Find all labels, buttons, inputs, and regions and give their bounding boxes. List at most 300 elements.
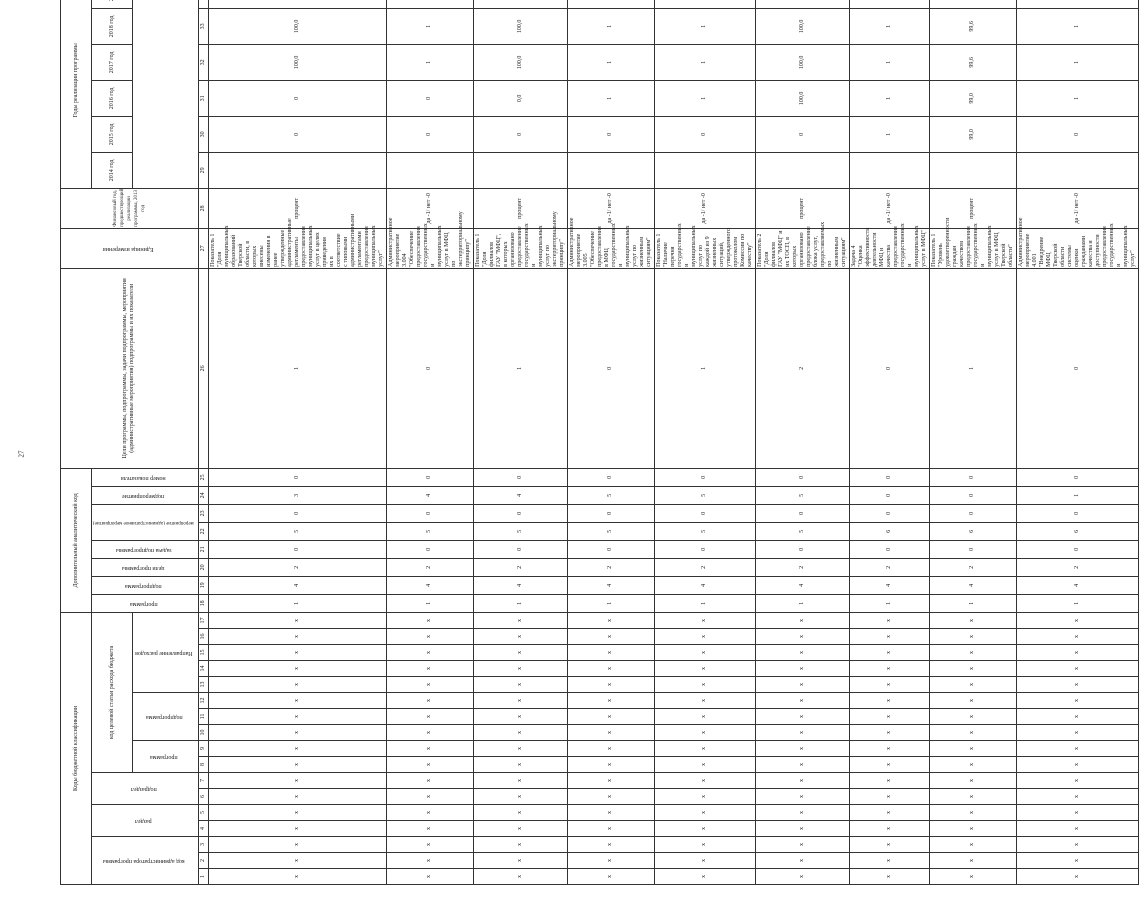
analytic-code-cell: 4: [849, 576, 929, 594]
budget-code-cell: x: [208, 773, 386, 789]
year-value-cell: [1016, 0, 1138, 8]
budget-code-cell: x: [567, 612, 654, 628]
col-number: 20: [198, 558, 208, 576]
budget-code-cell: x: [386, 821, 473, 837]
budget-code-cell: x: [473, 805, 567, 821]
year-value-cell: 1: [386, 44, 473, 80]
analytic-code-cell: 6: [849, 522, 929, 540]
budget-code-cell: x: [654, 661, 755, 677]
budget-code-cell: x: [1016, 629, 1138, 645]
goal-text: Показатель 1 "Доля муниципальных образований Тверской области, в которых внесены изменения в ранее утвержденные административные регламенты предоставления муниципальных услуг в целях приведения их в соответствие с типовыми административными регламентами предоставления муниципальных услуг": [208, 228, 386, 268]
budget-code-cell: x: [929, 741, 1016, 757]
budget-code-cell: x: [654, 853, 755, 869]
budget-code-cell: x: [567, 805, 654, 821]
col-number: 5: [198, 805, 208, 821]
analytic-code-cell: 0: [473, 540, 567, 558]
year-value-cell: 0: [208, 116, 386, 152]
budget-code-cell: x: [567, 645, 654, 661]
fin-year-cell: [473, 152, 567, 188]
budget-code-cell: x: [929, 757, 1016, 773]
budget-code-cell: x: [755, 789, 849, 805]
year-value-cell: 1: [1016, 80, 1138, 116]
budget-code-cell: x: [654, 805, 755, 821]
budget-code-cell: x: [929, 869, 1016, 885]
col-number: 31: [198, 80, 208, 116]
budget-code-cell: x: [755, 837, 849, 853]
analytic-code-cell: 6: [1016, 522, 1138, 540]
hdr-section: раздел: [135, 818, 152, 824]
analytic-code-cell: 5: [567, 486, 654, 504]
budget-code-cell: x: [386, 645, 473, 661]
budget-code-cell: x: [654, 773, 755, 789]
budget-code-cell: x: [849, 661, 929, 677]
analytic-code-cell: 0: [567, 540, 654, 558]
analytic-code-cell: 5: [755, 486, 849, 504]
unit-cell: да -1/ нет -0: [849, 188, 929, 228]
col-number: 33: [198, 8, 208, 44]
budget-code-cell: x: [849, 741, 929, 757]
analytic-code-cell: 0: [386, 468, 473, 486]
year-value-cell: 1: [567, 44, 654, 80]
budget-code-cell: x: [1016, 741, 1138, 757]
budget-code-cell: x: [386, 805, 473, 821]
year-value-cell: 100,0: [755, 8, 849, 44]
col-number: 6: [198, 789, 208, 805]
analytic-code-cell: 2: [929, 558, 1016, 576]
budget-code-cell: x: [1016, 693, 1138, 709]
budget-code-cell: x: [567, 661, 654, 677]
analytic-code-cell: 1: [1016, 594, 1138, 612]
budget-code-cell: x: [654, 677, 755, 693]
budget-code-cell: x: [386, 757, 473, 773]
year-value-cell: 1: [1016, 8, 1138, 44]
analytic-code-cell: 4: [755, 576, 849, 594]
analytic-code-cell: 6: [929, 522, 1016, 540]
col-number: 16: [198, 629, 208, 645]
fin-year-cell: [755, 152, 849, 188]
year-value-cell: 0: [386, 116, 473, 152]
analytic-code-cell: 2: [755, 558, 849, 576]
fin-year-cell: [208, 152, 386, 188]
goal-text: Показатель 1 "Наличие перечня государственных и муниципальных услуг по каждой из 9 жизненных ситуаций, утвержденного протоколом Комиссии по качеству": [654, 228, 755, 268]
year-value-cell: 1: [849, 8, 929, 44]
fin-year-cell: [654, 152, 755, 188]
analytic-code-cell: 0: [849, 268, 929, 468]
col-number: 2: [198, 853, 208, 869]
budget-code-cell: x: [654, 757, 755, 773]
budget-code-cell: x: [473, 677, 567, 693]
budget-code-cell: x: [208, 661, 386, 677]
budget-code-cell: x: [473, 725, 567, 741]
budget-code-cell: x: [849, 757, 929, 773]
hdr-subsection: подраздел: [130, 786, 157, 792]
col-number: 30: [198, 116, 208, 152]
budget-code-cell: x: [1016, 837, 1138, 853]
budget-code-cell: x: [929, 789, 1016, 805]
unit-cell: да -1/ нет -0: [1016, 188, 1138, 228]
fin-year-cell: [849, 152, 929, 188]
budget-code-cell: x: [208, 853, 386, 869]
analytic-code-cell: 1: [567, 594, 654, 612]
hdr-admin: код администратора программы: [102, 858, 185, 864]
hdr-ac-sub: подмероприятие: [122, 492, 165, 499]
budget-code-cell: x: [473, 837, 567, 853]
analytic-code-cell: 0: [755, 468, 849, 486]
table-row: [654, 0, 755, 885]
hdr-year-5: [92, 0, 133, 8]
year-value-cell: 99,6: [929, 44, 1016, 80]
unit-cell: процент: [929, 188, 1016, 228]
budget-code-cell: x: [1016, 757, 1138, 773]
goal-text: Административное мероприятие 3.005 "Обеспечение предоставления в МФЦ государственных и муниципальных услуг по жизненным ситуациям": [567, 228, 654, 268]
analytic-code-cell: 0: [755, 504, 849, 522]
analytic-code-cell: 0: [929, 468, 1016, 486]
col-number: 9: [198, 741, 208, 757]
analytic-code-cell: 0: [755, 540, 849, 558]
col-number: 22: [198, 522, 208, 540]
budget-code-cell: x: [208, 757, 386, 773]
year-value-cell: 1: [1016, 44, 1138, 80]
analytic-code-cell: 0: [654, 468, 755, 486]
fin-year-cell: [1016, 152, 1138, 188]
budget-code-cell: x: [849, 837, 929, 853]
year-value-cell: 100,0: [473, 8, 567, 44]
budget-code-cell: x: [386, 853, 473, 869]
budget-code-cell: x: [386, 773, 473, 789]
unit-cell: да -1/ нет -0: [386, 188, 473, 228]
hdr-target-article: код целевой статьи расхода бюджета: [92, 612, 133, 772]
col-number: 27: [198, 228, 208, 268]
year-value-cell: 100,0: [208, 44, 386, 80]
table-row: [386, 0, 473, 885]
budget-code-cell: x: [929, 821, 1016, 837]
col-number: 21: [198, 540, 208, 558]
year-value-cell: 1: [849, 116, 929, 152]
table-row: [1016, 0, 1138, 885]
col-number: 7: [198, 773, 208, 789]
budget-code-cell: x: [929, 612, 1016, 628]
col-number: 32: [198, 44, 208, 80]
budget-code-cell: x: [929, 709, 1016, 725]
budget-code-cell: x: [849, 789, 929, 805]
hdr-year-1: 2015 год: [92, 116, 133, 152]
table-row: [929, 0, 1016, 885]
year-value-cell: [849, 0, 929, 8]
year-value-cell: [473, 0, 567, 8]
col-number: [198, 0, 208, 8]
budget-code-cell: x: [473, 853, 567, 869]
analytic-code-cell: 2: [473, 558, 567, 576]
hdr-unit: Единица измерения: [102, 245, 154, 252]
budget-code-cell: x: [473, 693, 567, 709]
year-value-cell: [208, 0, 386, 8]
budget-code-cell: x: [654, 821, 755, 837]
budget-code-cell: x: [1016, 805, 1138, 821]
analytic-code-cell: 4: [567, 576, 654, 594]
analytic-code-cell: 0: [567, 268, 654, 468]
hdr-fin-year: Финансовый год, предшествующий реализации программы, 2013 год: [61, 188, 199, 228]
analytic-code-cell: 1: [386, 594, 473, 612]
analytic-code-cell: 1: [654, 594, 755, 612]
year-value-cell: 99,0: [929, 116, 1016, 152]
analytic-code-cell: 5: [473, 522, 567, 540]
table-row: [849, 0, 929, 885]
hdr-ac-program: программа: [129, 600, 158, 607]
col-number: 18: [198, 594, 208, 612]
analytic-code-cell: 2: [567, 558, 654, 576]
budget-code-cell: x: [386, 789, 473, 805]
col-number: 25: [198, 468, 208, 486]
budget-code-cell: x: [654, 629, 755, 645]
col-number: 26: [198, 268, 208, 468]
budget-code-cell: x: [755, 853, 849, 869]
budget-code-cell: x: [929, 805, 1016, 821]
col-number: 1: [198, 869, 208, 885]
budget-code-cell: x: [567, 773, 654, 789]
unit-cell: процент: [208, 188, 386, 228]
budget-code-cell: x: [473, 789, 567, 805]
analytic-code-cell: 5: [755, 522, 849, 540]
budget-code-cell: x: [208, 837, 386, 853]
analytic-code-cell: 1: [929, 594, 1016, 612]
year-value-cell: 1: [386, 8, 473, 44]
budget-code-cell: x: [849, 805, 929, 821]
analytic-code-cell: 0: [654, 504, 755, 522]
budget-code-cell: x: [208, 693, 386, 709]
analytic-code-cell: 2: [755, 268, 849, 468]
hdr-goal: Цели программы, подпрограммы, задачи подпрограммы, мероприятия (административные мероприятия) подпрограммы и их показатели: [61, 268, 199, 468]
year-value-cell: 1: [849, 44, 929, 80]
year-value-cell: 100,0: [755, 44, 849, 80]
budget-code-cell: x: [386, 725, 473, 741]
analytic-code-cell: 0: [1016, 540, 1138, 558]
budget-code-cell: x: [849, 821, 929, 837]
col-number: 12: [198, 693, 208, 709]
budget-code-cell: x: [654, 837, 755, 853]
budget-code-cell: x: [755, 773, 849, 789]
analytic-code-cell: 1: [654, 268, 755, 468]
budget-code-cell: x: [654, 645, 755, 661]
budget-code-cell: x: [208, 629, 386, 645]
budget-code-cell: x: [208, 805, 386, 821]
analytic-code-cell: 0: [849, 540, 929, 558]
budget-code-cell: x: [386, 837, 473, 853]
col-number: 19: [198, 576, 208, 594]
budget-code-cell: x: [567, 709, 654, 725]
year-value-cell: 1: [567, 80, 654, 116]
budget-code-cell: x: [567, 741, 654, 757]
col-number: 11: [198, 709, 208, 725]
analytic-code-cell: 0: [1016, 468, 1138, 486]
budget-code-cell: x: [929, 661, 1016, 677]
analytic-code-cell: 5: [654, 522, 755, 540]
budget-code-cell: x: [473, 612, 567, 628]
budget-code-cell: x: [654, 612, 755, 628]
budget-code-cell: x: [567, 757, 654, 773]
analytic-code-cell: 0: [567, 504, 654, 522]
budget-code-cell: x: [755, 693, 849, 709]
budget-code-cell: x: [849, 709, 929, 725]
analytic-code-cell: 1: [208, 268, 386, 468]
analytic-code-cell: 2: [208, 558, 386, 576]
budget-code-cell: x: [755, 709, 849, 725]
budget-code-cell: x: [386, 709, 473, 725]
analytic-code-cell: 5: [208, 522, 386, 540]
budget-code-cell: x: [473, 629, 567, 645]
hdr-year-0: 2014 год: [92, 152, 133, 188]
budget-code-cell: x: [849, 853, 929, 869]
budget-code-cell: x: [473, 821, 567, 837]
year-value-cell: 0: [654, 116, 755, 152]
budget-code-cell: x: [755, 821, 849, 837]
budget-code-cell: x: [755, 629, 849, 645]
rotated-table-region: [60, 15, 1136, 885]
analytic-code-cell: 0: [567, 468, 654, 486]
budget-code-cell: x: [473, 661, 567, 677]
hdr-ac-task: задача подпрограммы: [115, 546, 172, 553]
hdr-year-4: 2018 год: [92, 8, 133, 44]
budget-code-cell: x: [1016, 773, 1138, 789]
budget-code-cell: x: [473, 741, 567, 757]
budget-code-cell: x: [654, 869, 755, 885]
budget-code-cell: x: [473, 773, 567, 789]
budget-code-cell: x: [208, 789, 386, 805]
analytic-code-cell: 0: [849, 468, 929, 486]
hdr-subprogram: подпрограмма: [145, 714, 183, 720]
analytic-code-cell: 1: [755, 594, 849, 612]
year-value-cell: 0,0: [473, 80, 567, 116]
year-value-cell: 100,0: [473, 44, 567, 80]
budget-code-cell: x: [386, 629, 473, 645]
analytic-code-cell: 0: [473, 504, 567, 522]
analytic-code-cell: 0: [386, 504, 473, 522]
budget-code-cell: x: [1016, 725, 1138, 741]
analytic-code-cell: 4: [654, 576, 755, 594]
year-value-cell: [929, 0, 1016, 8]
analytic-code-cell: 0: [849, 504, 929, 522]
unit-cell: процент: [473, 188, 567, 228]
budget-code-cell: x: [929, 853, 1016, 869]
analytic-code-cell: 2: [386, 558, 473, 576]
year-value-cell: [386, 0, 473, 8]
year-value-cell: 1: [849, 80, 929, 116]
budget-code-cell: x: [1016, 677, 1138, 693]
goal-text: Задача 4 "Оценка эффективности деятельности МФЦ и качества предоставления государственных и муниципальных услуг в МФЦ": [849, 228, 929, 268]
year-value-cell: 1: [654, 80, 755, 116]
budget-code-cell: x: [755, 757, 849, 773]
analytic-code-cell: 4: [1016, 576, 1138, 594]
analytic-code-cell: 0: [208, 540, 386, 558]
budget-code-cell: x: [929, 693, 1016, 709]
budget-code-cell: x: [567, 677, 654, 693]
col-number: 15: [198, 645, 208, 661]
year-value-cell: [755, 0, 849, 8]
year-value-cell: 0: [473, 116, 567, 152]
col-number: 3: [198, 837, 208, 853]
budget-code-cell: x: [849, 677, 929, 693]
col-number: 14: [198, 661, 208, 677]
budget-code-cell: x: [755, 805, 849, 821]
hdr-budget-codes: Коды бюджетной классификации: [61, 612, 92, 884]
analytic-code-cell: 1: [849, 594, 929, 612]
budget-code-cell: x: [386, 869, 473, 885]
hdr-direction: Направление расходов: [135, 649, 193, 656]
col-number: 8: [198, 757, 208, 773]
analytic-code-cell: 0: [1016, 504, 1138, 522]
budget-code-cell: x: [654, 789, 755, 805]
budget-code-cell: x: [849, 693, 929, 709]
budget-code-cell: x: [654, 725, 755, 741]
budget-code-cell: x: [208, 612, 386, 628]
analytic-code-cell: 1: [473, 594, 567, 612]
analytic-code-cell: 4: [473, 576, 567, 594]
budget-code-cell: x: [849, 773, 929, 789]
year-value-cell: 1: [654, 44, 755, 80]
budget-code-cell: x: [208, 821, 386, 837]
budget-code-cell: x: [849, 645, 929, 661]
analytic-code-cell: 1: [473, 268, 567, 468]
budget-code-cell: x: [473, 709, 567, 725]
budget-code-cell: x: [929, 677, 1016, 693]
analytic-code-cell: 3: [208, 486, 386, 504]
budget-code-cell: x: [567, 789, 654, 805]
analytic-code-cell: 2: [1016, 558, 1138, 576]
col-number: 4: [198, 821, 208, 837]
col-number: 23: [198, 504, 208, 522]
year-value-cell: 0: [208, 80, 386, 116]
fin-year-cell: [567, 152, 654, 188]
goal-text: Показатель 2 "Доля филиалов ГАУ "МФЦ" и их ТОСП, в которых организовано предоставление блока услуг, предоставляемых по жизненным ситуациям": [755, 228, 849, 268]
analytic-code-cell: 0: [929, 486, 1016, 504]
budget-code-cell: x: [849, 725, 929, 741]
hdr-program: программа: [150, 754, 178, 760]
budget-code-cell: x: [473, 757, 567, 773]
budget-code-cell: x: [755, 677, 849, 693]
analytic-code-cell: 0: [208, 504, 386, 522]
budget-code-cell: x: [208, 709, 386, 725]
budget-code-cell: x: [208, 677, 386, 693]
year-value-cell: 99,6: [929, 8, 1016, 44]
budget-code-cell: x: [929, 773, 1016, 789]
budget-code-cell: x: [654, 709, 755, 725]
year-value-cell: 99,0: [929, 80, 1016, 116]
budget-code-cell: x: [1016, 661, 1138, 677]
budget-code-cell: x: [208, 869, 386, 885]
budget-code-cell: x: [208, 725, 386, 741]
analytic-code-cell: 0: [654, 540, 755, 558]
analytic-code-cell: 4: [929, 576, 1016, 594]
goal-text: Показатель 1 "Доля филиалов ГАУ "МФЦ", в которых организовано предоставление государственных и муниципальных услуг по экстерриториальному принципу": [473, 228, 567, 268]
hdr-ac-num: номер показателя: [121, 474, 166, 481]
budget-code-cell: x: [849, 629, 929, 645]
analytic-code-cell: 0: [929, 504, 1016, 522]
hdr-year-2: 2016 год: [92, 80, 133, 116]
unit-cell: да -1/ нет -0: [567, 188, 654, 228]
col-number: 13: [198, 677, 208, 693]
col-number: 28: [198, 188, 208, 228]
goal-text: Показатель 1 "Уровень удовлетворенности граждан качеством предоставления государственных и муниципальных услуг в МФЦ Тверской области": [929, 228, 1016, 268]
year-value-cell: 1: [654, 8, 755, 44]
analytic-code-cell: 2: [849, 558, 929, 576]
budget-code-cell: x: [386, 741, 473, 757]
fin-year-cell: [929, 152, 1016, 188]
analytic-code-cell: 0: [473, 468, 567, 486]
budget-code-cell: x: [929, 645, 1016, 661]
analytic-code-cell: 0: [849, 486, 929, 504]
budget-code-cell: x: [755, 645, 849, 661]
analytic-code-cell: 5: [654, 486, 755, 504]
budget-code-cell: x: [567, 821, 654, 837]
